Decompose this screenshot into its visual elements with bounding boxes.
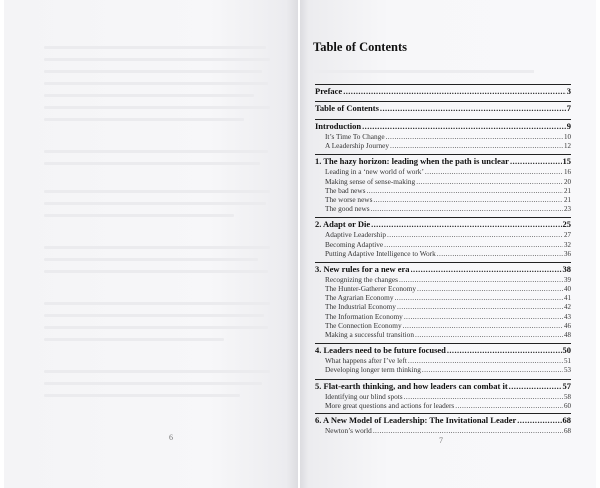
bleed-through-text [44,394,240,397]
bleed-through-text [44,326,268,329]
toc-section [315,119,571,150]
toc-entry [315,204,571,213]
toc-entry-title: Making sense of sense-making [325,176,416,186]
toc-entry [315,321,571,330]
toc-entry-title: More great questions and actions for leaders [325,400,455,410]
dot-leader [343,85,566,97]
dot-leader [387,230,563,239]
dot-leader [390,141,563,150]
toc-chapter [315,218,571,230]
toc-entry-title: Leading in a ‘new world of work’ [325,167,424,177]
dot-leader [422,365,563,374]
dot-leader [362,120,566,132]
bleed-through-text [44,190,270,193]
toc-entry-title: The Industrial Economy [325,302,396,312]
dot-leader [404,312,563,321]
toc-entry-page: 12 [564,142,571,151]
dot-leader [408,356,563,365]
toc-entry-title: A Leadership Journey [325,141,390,151]
toc-entry-page: 21 [564,195,571,204]
toc-chapter [315,85,571,97]
bleed-through-text [44,246,270,249]
bleed-through-text [44,118,244,121]
toc-entry-page: 40 [564,285,571,294]
toc-chapter-title: Table of Contents [315,103,379,113]
bleed-through-text [44,82,268,85]
toc-entry-page: 32 [564,240,571,249]
toc-chapter-title: 3. New rules for a new era [315,263,410,274]
dot-leader [425,167,563,176]
toc-chapter-page: 15 [562,156,571,167]
toc-chapter-title: Introduction [315,121,362,131]
toc-chapter-title: Preface [315,86,343,96]
toc-entry [315,275,571,284]
toc-entry [315,312,571,321]
toc-section [315,217,571,258]
bleed-through-text [44,106,270,109]
dot-leader [404,392,563,401]
toc-entry-page: 51 [564,357,571,366]
toc-entry-title: The Connection Economy [325,320,402,330]
dot-leader [411,263,562,275]
toc-entry-page: 68 [564,426,571,435]
toc-entry [315,356,571,365]
toc-entry-page: 10 [564,133,571,141]
toc-section [315,154,571,213]
toc-entry-title: The Hunter-Gatherer Economy [325,284,417,294]
toc-chapter [315,344,571,356]
toc-entry-page: 42 [564,303,571,312]
toc-entry [315,186,571,195]
bleed-through-text [44,258,258,261]
dot-leader [437,249,563,258]
toc-entry-page: 20 [564,177,571,186]
toc-entry-page: 41 [564,294,571,303]
toc-entry-title: Putting Adaptive Intelligence to Work [325,248,436,258]
toc-entry-title: The Information Economy [325,311,403,321]
right-page-number: 7 [439,436,443,445]
toc-entry-title: Recognizing the changes [325,274,398,284]
toc-entry [315,240,571,249]
dot-leader [417,284,563,293]
toc-entry-title: Adaptive Leadership [325,230,386,240]
toc-entry-page: 36 [564,249,571,258]
bleed-through-text [44,94,254,97]
bleed-through-text [44,150,268,153]
toc-entry-title: The worse news [325,194,373,204]
toc-chapter [315,380,571,392]
toc-entry [315,230,571,239]
dot-leader [395,293,564,302]
dot-leader [380,102,566,114]
toc-entry [315,401,571,410]
toc-entry [315,167,571,176]
toc-entry-title: It’s Time To Change [325,132,385,141]
toc-chapter-page: 38 [562,263,571,274]
dot-leader [371,204,563,213]
toc-chapter-title: 2. Adapt or Die [315,219,371,230]
toc-chapter-title: 4. Leaders need to be future focused [315,345,446,356]
dot-leader [517,414,561,426]
dot-leader [455,401,563,410]
toc-entry [315,330,571,339]
toc-chapter [315,120,571,132]
bleed-through-text [44,302,270,305]
dot-leader [416,177,563,186]
toc-chapter-page: 9 [566,121,571,131]
toc-chapter-title: 1. The hazy horizon: leading when the path is unclear [315,156,509,167]
dot-leader [373,426,563,435]
toc-entry [315,392,571,401]
toc-entry-page: 60 [564,401,571,410]
toc-entry-title: The bad news [325,185,366,195]
toc-chapter [315,414,571,426]
toc-entry-title: Making a successful transition [325,330,414,339]
left-page-number: 6 [169,433,173,442]
toc-section [315,413,571,435]
bleed-through-text [44,338,224,341]
toc-entry-title: The good news [325,204,370,214]
toc-entry-title: Identifying our blind spots [325,391,403,401]
toc-entry-page: 16 [564,168,571,177]
toc-entry-page: 58 [564,392,571,401]
dot-leader [371,218,561,230]
toc-entry [315,195,571,204]
bleed-through-text [44,58,270,61]
dot-leader [399,275,563,284]
toc-chapter [315,102,571,114]
toc-entry-page: 43 [564,312,571,321]
toc-entry-title: Becoming Adaptive [325,239,384,249]
page-title: Table of Contents [313,40,407,54]
toc-entry [315,132,571,141]
toc-chapter-page: 50 [562,345,571,356]
toc-section [315,84,571,97]
toc-entry-page: 23 [564,205,571,214]
toc-entry [315,249,571,258]
bleed-through-text [44,382,262,385]
bleed-through-text [314,70,534,73]
dot-leader [397,302,563,311]
dot-leader [386,132,563,141]
dot-leader [367,186,563,195]
bleed-through-text [44,270,268,273]
toc-chapter-page: 25 [562,219,571,230]
dot-leader [373,195,563,204]
bleed-through-text [44,162,260,165]
toc-entry [315,426,571,435]
toc-section [315,101,571,114]
toc-chapter [315,263,571,275]
toc-entry [315,302,571,311]
toc-entry-title: Developing longer term thinking [325,365,421,375]
toc-entry [315,365,571,374]
toc-entry-page: 53 [564,366,571,375]
toc-entry-title: The Agrarian Economy [325,293,394,303]
left-page [4,0,298,488]
toc-section [315,379,571,410]
toc-chapter-title: 5. Flat-earth thinking, and how leaders can combat it [315,380,508,391]
toc-section [315,262,571,339]
toc-entry-page: 21 [564,186,571,195]
toc-entry-page: 46 [564,321,571,330]
toc-section [315,343,571,374]
dot-leader [415,330,563,339]
bleed-through-text [44,314,264,317]
toc-entry [315,284,571,293]
table-of-contents [315,80,571,435]
toc-chapter-page: 57 [562,380,571,391]
toc-chapter-page: 7 [566,103,571,113]
toc-entry [315,141,571,150]
dot-leader [384,240,563,249]
toc-entry-title: Newton’s world [325,425,372,435]
toc-chapter-page: 68 [562,414,571,425]
dot-leader [403,321,563,330]
bleed-through-text [44,70,262,73]
toc-chapter-title: 6. A New Model of Leadership: The Invitational Leader [315,414,517,425]
dot-leader [509,380,562,392]
bleed-through-text [44,214,234,217]
bleed-through-text [44,46,266,49]
bleed-through-text [44,370,270,373]
toc-chapter-page: 3 [566,86,571,96]
toc-entry [315,177,571,186]
toc-entry-title: What happens after I’ve left [325,356,407,366]
toc-entry-page: 27 [564,231,571,240]
toc-entry-page: 48 [564,331,571,339]
toc-chapter [315,155,571,167]
toc-entry [315,293,571,302]
dot-leader [447,344,562,356]
dot-leader [510,155,562,167]
bleed-through-text [44,202,266,205]
toc-entry-page: 39 [564,275,571,284]
